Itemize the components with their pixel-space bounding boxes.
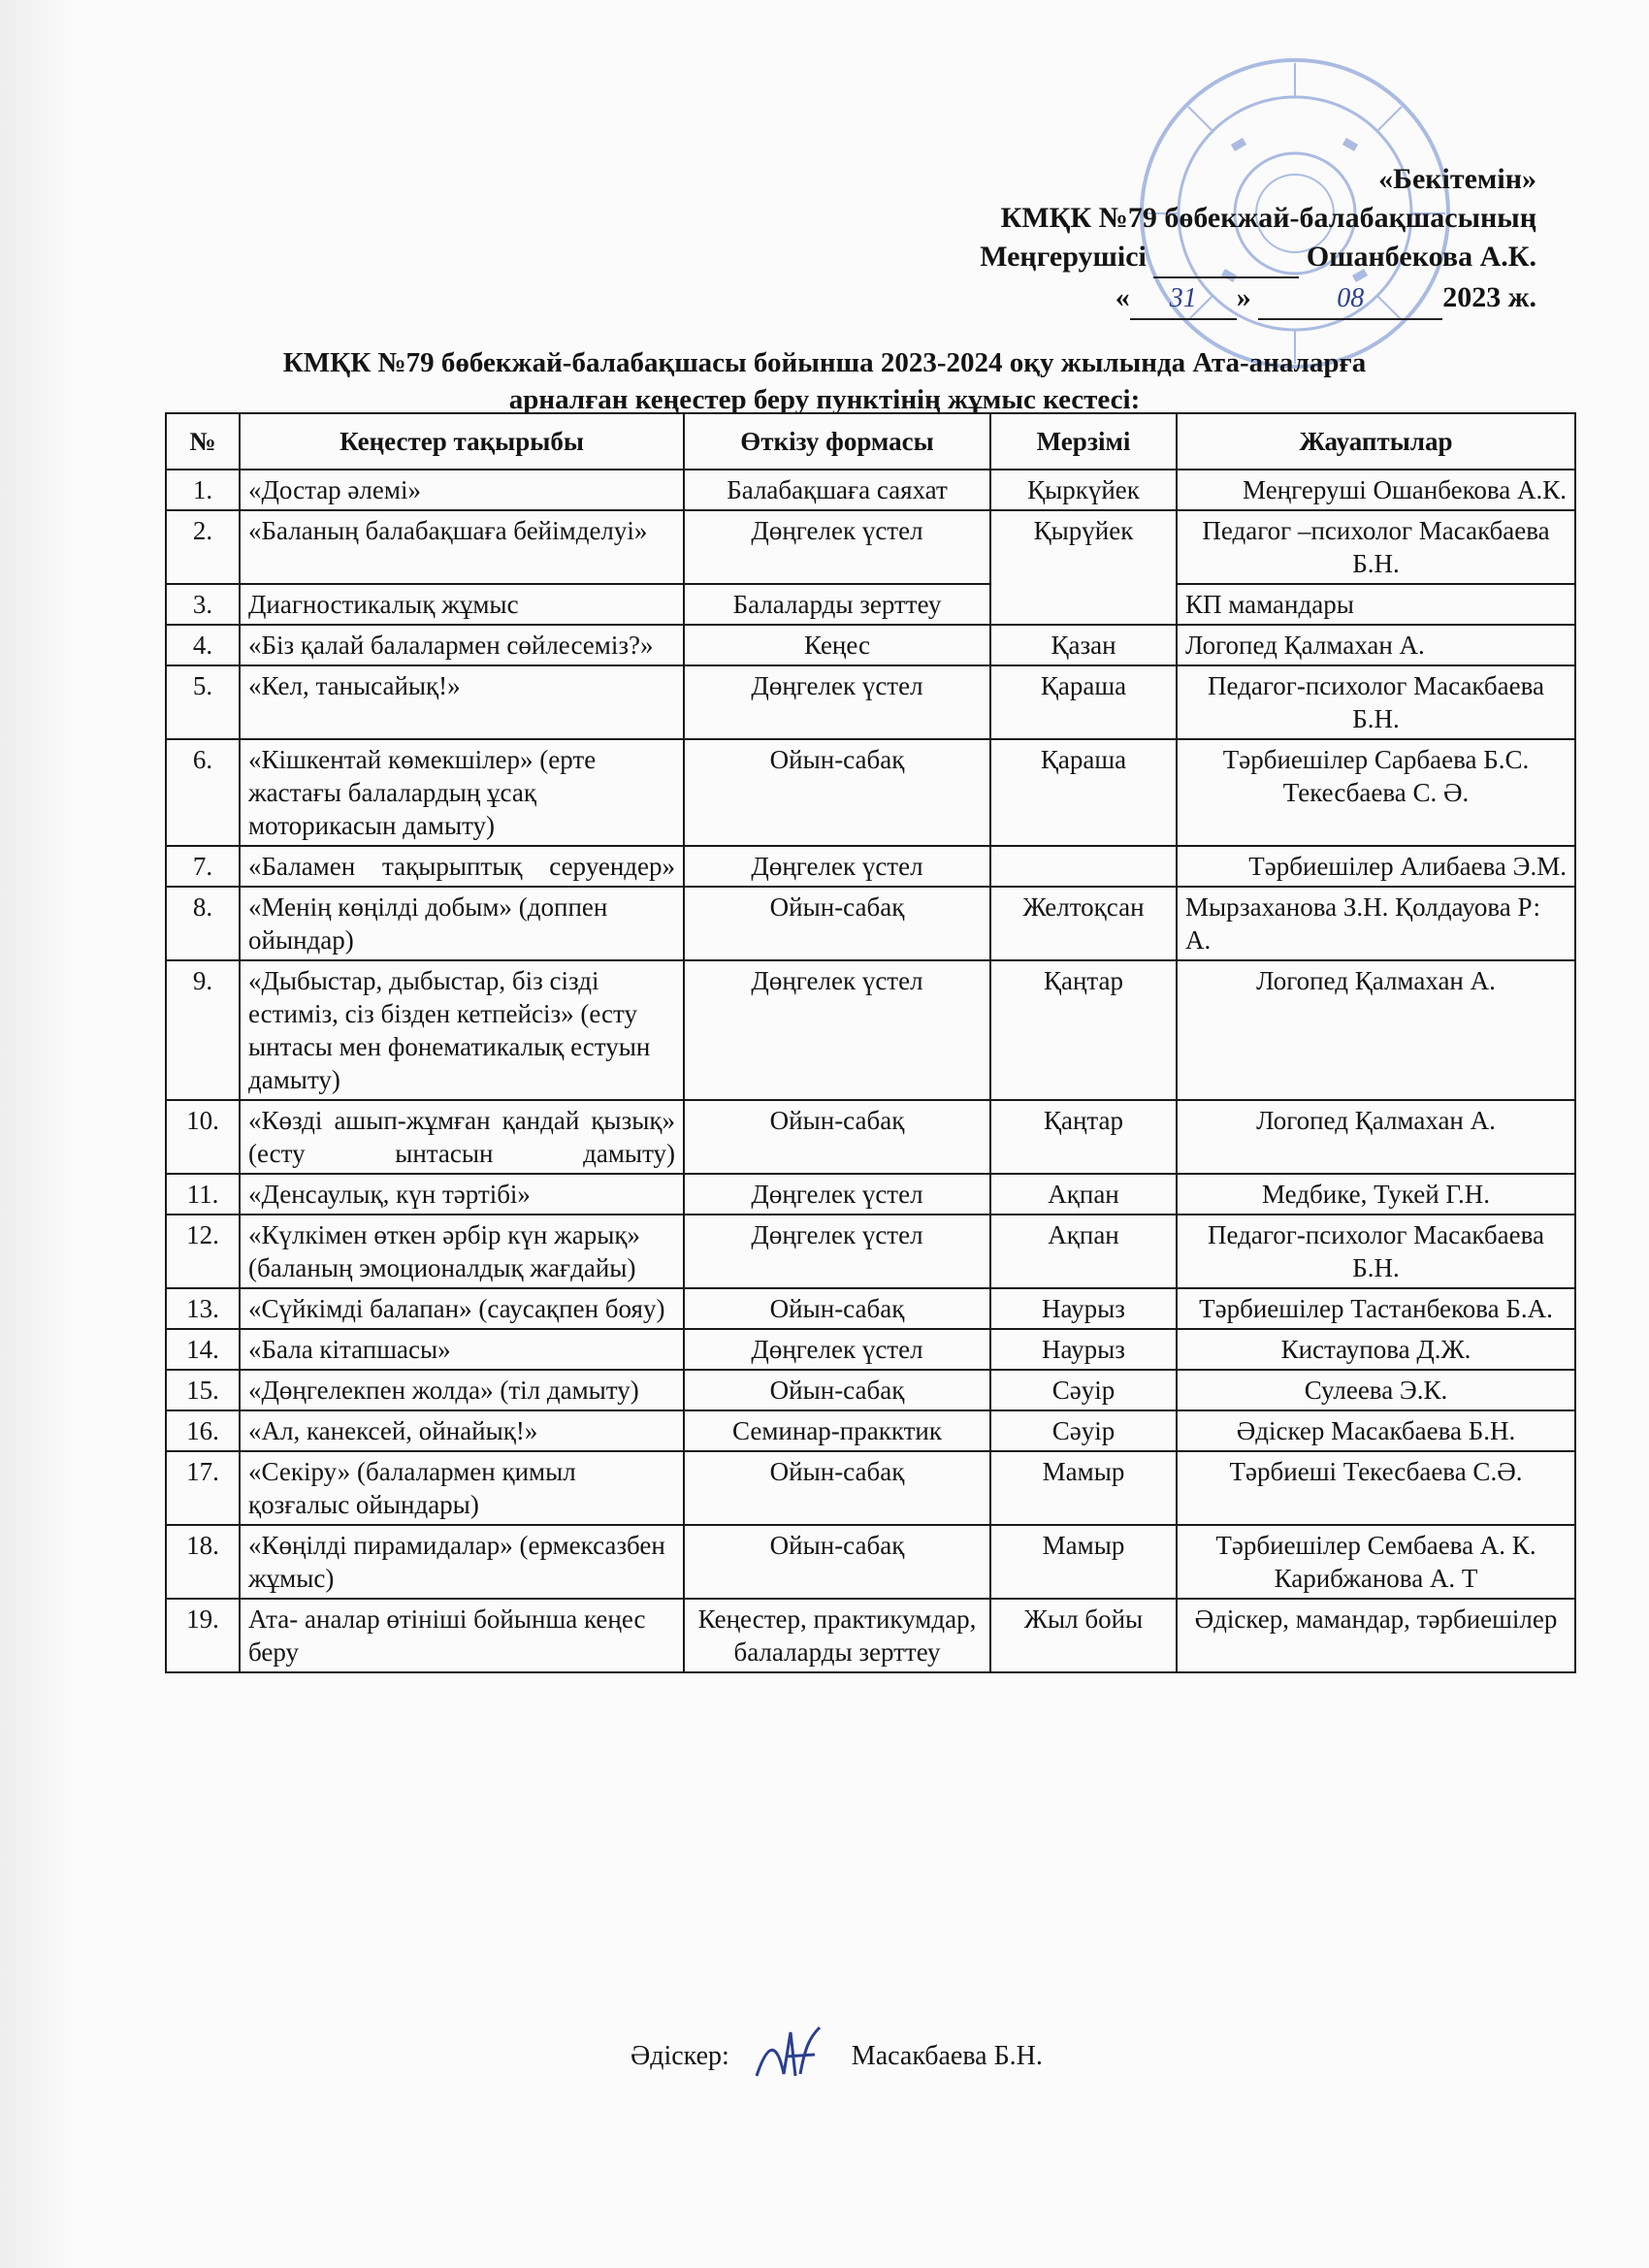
row-term: Қырүйек [990, 510, 1177, 625]
row-responsible: Педагог –психолог Масакбаева Б.Н. [1177, 510, 1575, 584]
table-row [166, 1599, 1575, 1672]
quote-close: » [1236, 281, 1251, 313]
row-topic: «Көзді ашып-жұмған қандай қызық» (есту ынтасын дамыту) [240, 1100, 684, 1174]
row-number: 14. [166, 1329, 240, 1370]
row-topic: «Біз қалай балалармен сөйлесеміз?» [240, 625, 684, 665]
row-topic: «Дыбыстар, дыбыстар, біз сізді естиміз, сіз бізден кетпейсіз» (есту ынтасы мен фонематикалық естуын дамыту) [240, 960, 684, 1100]
row-topic: «Күлкімен өткен әрбір күн жарық» (баланың эмоционалдық жағдайы) [240, 1215, 684, 1288]
table-row [166, 1329, 1575, 1370]
row-responsible: Әдіскер, мамандар, тәрбиешілер [1177, 1599, 1575, 1672]
approval-org-line: КМҚК №79 бөбекжай-балабақшасының [1000, 202, 1536, 234]
row-form: Дөңгелек үстел [684, 1215, 990, 1288]
date-month: 08 [1337, 283, 1365, 313]
header-topic: Кеңестер тақырыбы [240, 413, 684, 470]
row-topic: «Бала кітапшасы» [240, 1329, 684, 1370]
row-number: 9. [166, 960, 240, 1100]
row-number: 12. [166, 1215, 240, 1288]
table-row [166, 846, 1575, 887]
row-topic: «Баламен тақырыптық серуендер» [240, 846, 684, 887]
row-responsible: Меңгеруші Ошанбекова А.К. [1177, 470, 1575, 510]
row-form: Кеңестер, практикумдар, балаларды зерттеу [684, 1599, 990, 1672]
head-label: Меңгерушісі [980, 241, 1147, 273]
row-responsible: Тәрбиешілер Сембаева А. К. Карибжанова А. Т [1177, 1525, 1575, 1599]
row-form: Ойын-сабақ [684, 1451, 990, 1525]
table-row [166, 470, 1575, 510]
table-row [166, 584, 1575, 625]
row-topic: «Көңілді пирамидалар» (ермексазбен жұмыс) [240, 1525, 684, 1599]
table-row [166, 1288, 1575, 1329]
quote-open: « [1115, 281, 1130, 313]
row-form: Балабақшаға саяхат [684, 470, 990, 510]
footer-role: Әдіскер: [630, 2041, 729, 2071]
row-number: 3. [166, 584, 240, 625]
row-number: 10. [166, 1100, 240, 1174]
table-row [166, 739, 1575, 846]
row-form: Ойын-сабақ [684, 887, 990, 960]
row-topic: «Достар әлемі» [240, 470, 684, 510]
row-term: Жыл бойы [990, 1599, 1177, 1672]
handwritten-signature [747, 2018, 834, 2095]
document-title-line2: арналған кеңестер беру пунктінің жұмыс кестесі: [508, 384, 1141, 415]
table-row [166, 665, 1575, 739]
head-name: Ошанбекова А.К. [1306, 241, 1536, 273]
schedule-table [165, 412, 1576, 1673]
table-row [166, 1370, 1575, 1410]
row-term: Қаңтар [990, 960, 1177, 1100]
row-form: Ойын-сабақ [684, 1100, 990, 1174]
row-term: Сәуір [990, 1410, 1177, 1451]
header-form: Өткізу формасы [684, 413, 990, 470]
row-responsible: Тәрбиешілер Алибаева Э.М. [1177, 846, 1575, 887]
row-form: Дөңгелек үстел [684, 1329, 990, 1370]
row-term [990, 846, 1177, 887]
row-responsible: Әдіскер Масакбаева Б.Н. [1177, 1410, 1575, 1451]
date-day: 31 [1169, 283, 1197, 313]
approval-block [980, 160, 1536, 320]
approval-title: «Бекітемін» [1378, 163, 1536, 195]
row-responsible: Логопед Қалмахан А. [1177, 960, 1575, 1100]
row-term: Қараша [990, 739, 1177, 846]
row-topic: «Кел, танысайық!» [240, 665, 684, 739]
row-form: Ойын-сабақ [684, 1370, 990, 1410]
row-number: 15. [166, 1370, 240, 1410]
row-responsible: Тәрбиеші Текесбаева С.Ә. [1177, 1451, 1575, 1525]
row-form: Дөңгелек үстел [684, 665, 990, 739]
header-responsible: Жауаптылар [1177, 413, 1575, 470]
row-number: 6. [166, 739, 240, 846]
row-form: Дөңгелек үстел [684, 510, 990, 584]
footer-name: Масакбаева Б.Н. [851, 2041, 1043, 2071]
row-topic: «Секіру» (балалармен қимыл қозғалыс ойындары) [240, 1451, 684, 1525]
document-title [175, 344, 1474, 418]
row-form: Ойын-сабақ [684, 1525, 990, 1599]
row-responsible: КП мамандары [1177, 584, 1575, 625]
row-topic: «Кішкентай көмекшілер» (ерте жастағы балалардың ұсақ моторикасын дамыту) [240, 739, 684, 846]
row-term: Ақпан [990, 1215, 1177, 1288]
row-topic: «Менің көңілді добым» (доппен ойындар) [240, 887, 684, 960]
approval-date-line [980, 278, 1536, 320]
table-row [166, 960, 1575, 1100]
table-row [166, 1100, 1575, 1174]
date-day-blank [1130, 278, 1237, 320]
row-topic: «Денсаулық, күн тәртібі» [240, 1174, 684, 1215]
table-row [166, 1451, 1575, 1525]
date-year: 2023 ж. [1442, 281, 1536, 313]
row-topic: «Дөңгелекпен жолда» (тіл дамыту) [240, 1370, 684, 1410]
table-row [166, 1410, 1575, 1451]
row-form: Ойын-сабақ [684, 1288, 990, 1329]
row-number: 4. [166, 625, 240, 665]
table-row [166, 1174, 1575, 1215]
row-number: 17. [166, 1451, 240, 1525]
signature-blank [1153, 238, 1299, 278]
row-form: Семинар-пракктик [684, 1410, 990, 1451]
row-responsible: Педагог-психолог Масакбаева Б.Н. [1177, 665, 1575, 739]
row-term: Ақпан [990, 1174, 1177, 1215]
row-term: Қаңтар [990, 1100, 1177, 1174]
row-term: Қазан [990, 625, 1177, 665]
row-form: Кеңес [684, 625, 990, 665]
row-form: Дөңгелек үстел [684, 846, 990, 887]
row-topic: Ата- аналар өтініші бойынша кеңес беру [240, 1599, 684, 1672]
row-form: Дөңгелек үстел [684, 960, 990, 1100]
row-term: Наурыз [990, 1329, 1177, 1370]
row-term: Мамыр [990, 1525, 1177, 1599]
row-topic: Диагностикалық жұмыс [240, 584, 684, 625]
row-responsible: Кистаупова Д.Ж. [1177, 1329, 1575, 1370]
table-row [166, 1215, 1575, 1288]
row-form: Балаларды зерттеу [684, 584, 990, 625]
table-row [166, 887, 1575, 960]
row-number: 19. [166, 1599, 240, 1672]
row-responsible: Тәрбиешілер Сарбаева Б.С. Текесбаева С. Ә. [1177, 739, 1575, 846]
row-number: 8. [166, 887, 240, 960]
row-responsible: Педагог-психолог Масакбаева Б.Н. [1177, 1215, 1575, 1288]
row-responsible: Медбике, Тукей Г.Н. [1177, 1174, 1575, 1215]
row-number: 13. [166, 1288, 240, 1329]
row-number: 18. [166, 1525, 240, 1599]
table-row [166, 1525, 1575, 1599]
row-number: 2. [166, 510, 240, 584]
date-month-blank [1258, 278, 1442, 320]
table-header-row [166, 413, 1575, 470]
row-responsible: Логопед Қалмахан А. [1177, 625, 1575, 665]
signature-footer [630, 2018, 1043, 2095]
row-responsible: Логопед Қалмахан А. [1177, 1100, 1575, 1174]
row-form: Дөңгелек үстел [684, 1174, 990, 1215]
header-number: № [166, 413, 240, 470]
row-term: Наурыз [990, 1288, 1177, 1329]
row-responsible: Тәрбиешілер Тастанбекова Б.А. [1177, 1288, 1575, 1329]
row-responsible: Сулеева Э.К. [1177, 1370, 1575, 1410]
row-term: Сәуір [990, 1370, 1177, 1410]
scan-edge-shadow [0, 0, 78, 2268]
row-term: Желтоқсан [990, 887, 1177, 960]
row-responsible: Мырзаханова З.Н. Қолдауова Р: А. [1177, 887, 1575, 960]
document-title-line1: КМҚК №79 бөбекжай-балабақшасы бойынша 2023-2024 оқу жылында Ата-аналарға [282, 347, 1367, 378]
row-topic: «Баланың балабақшаға бейімделуі» [240, 510, 684, 584]
approval-head-line [980, 238, 1536, 278]
row-number: 11. [166, 1174, 240, 1215]
row-form: Ойын-сабақ [684, 739, 990, 846]
row-term: Қыркүйек [990, 470, 1177, 510]
row-number: 5. [166, 665, 240, 739]
row-topic: «Сүйкімді балапан» (саусақпен бояу) [240, 1288, 684, 1329]
table-row [166, 510, 1575, 584]
row-term: Мамыр [990, 1451, 1177, 1525]
row-number: 7. [166, 846, 240, 887]
row-number: 16. [166, 1410, 240, 1451]
table-row [166, 625, 1575, 665]
row-term: Қараша [990, 665, 1177, 739]
row-number: 1. [166, 470, 240, 510]
row-topic: «Ал, канексей, ойнайық!» [240, 1410, 684, 1451]
header-term: Мерзімі [990, 413, 1177, 470]
